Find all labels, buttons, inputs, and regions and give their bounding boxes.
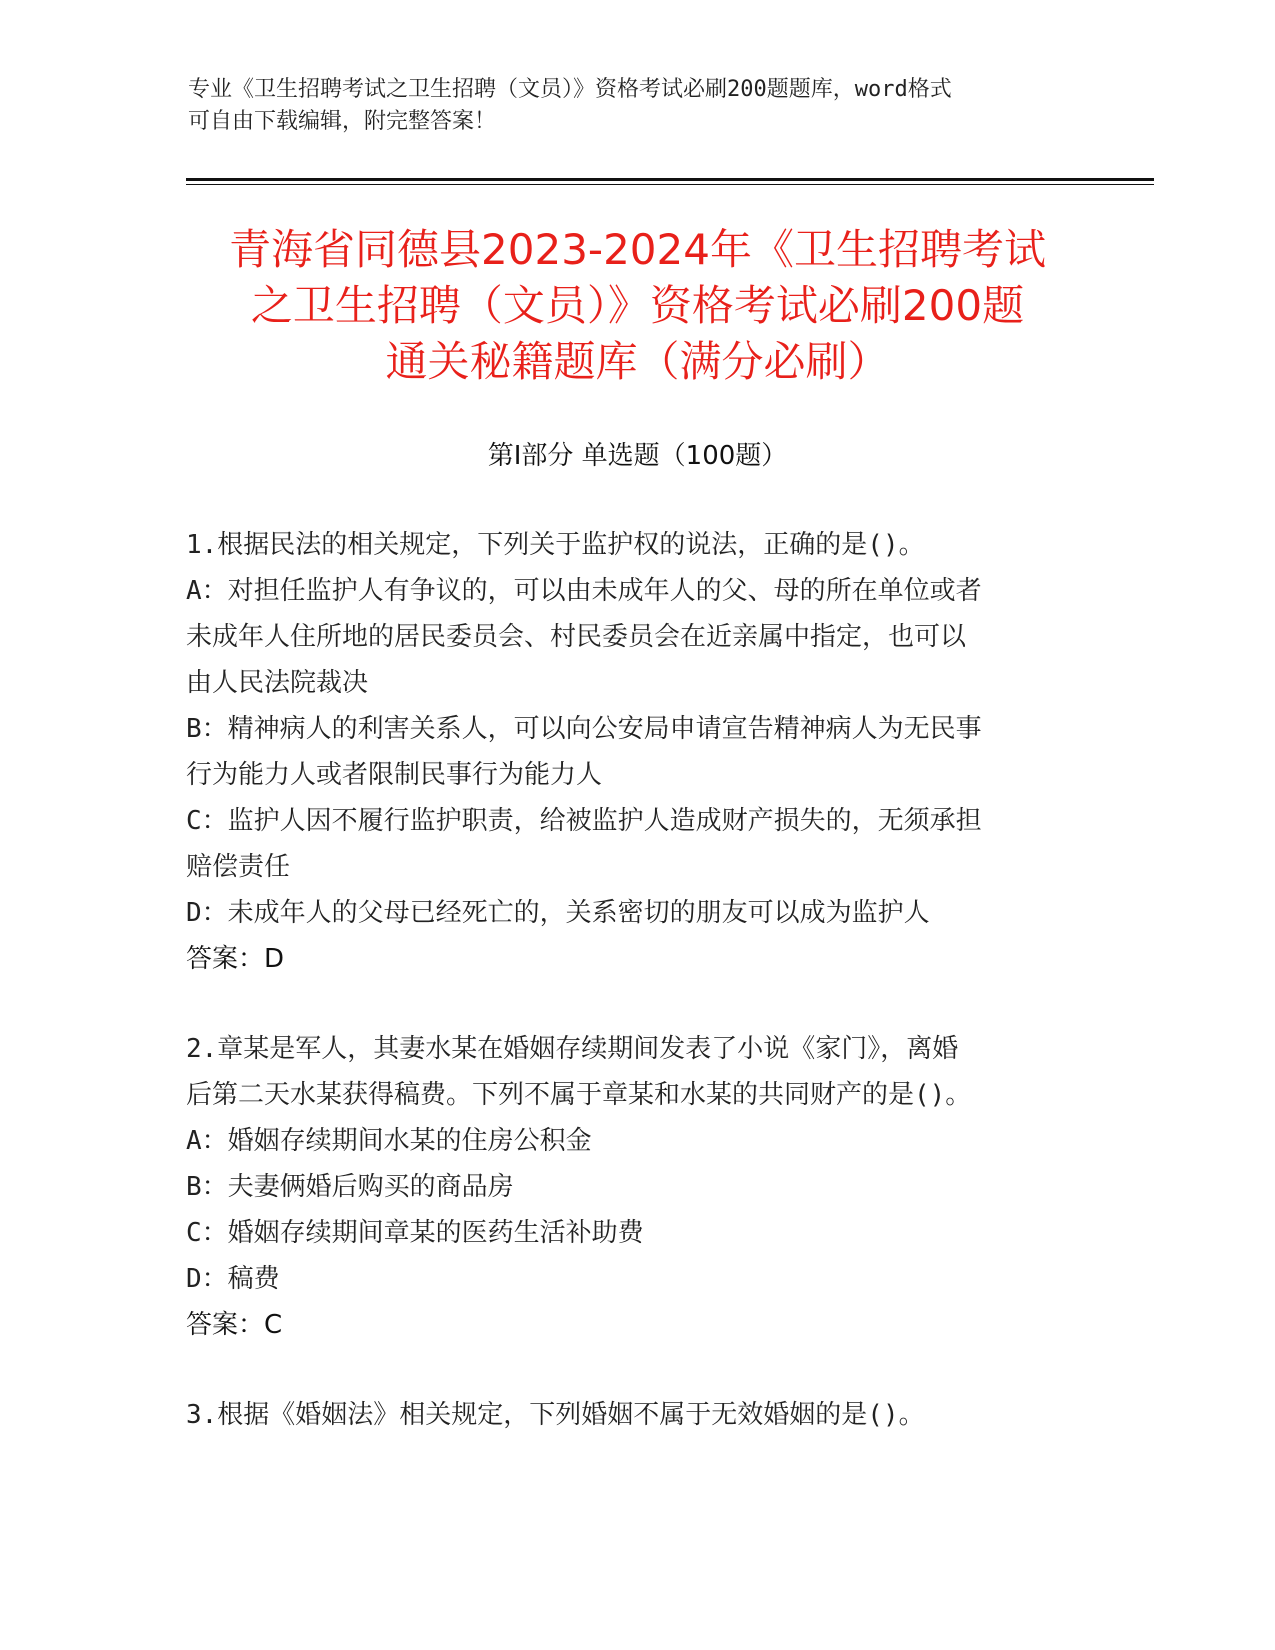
question-option: B：精神病人的利害关系人，可以向公安局申请宣告精神病人为无民事: [186, 714, 982, 744]
question-option: 由人民法院裁决: [186, 668, 369, 698]
question-option: C：监护人因不履行监护职责，给被监护人造成财产损失的，无须承担: [186, 806, 982, 836]
section-heading: 第Ⅰ部分 单选题（100题）: [487, 441, 788, 471]
question-list: [186, 522, 1076, 1482]
question-option: D：稿费: [186, 1264, 280, 1294]
question-item: [186, 1026, 1076, 1348]
question-stem: 1.根据民法的相关规定，下列关于监护权的说法，正确的是()。: [186, 530, 925, 560]
question-option: 赔偿责任: [186, 852, 291, 882]
question-stem: 3.根据《婚姻法》相关规定，下列婚姻不属于无效婚姻的是()。: [186, 1400, 925, 1430]
question-option: A：婚姻存续期间水某的住房公积金: [186, 1126, 592, 1156]
question-option: 行为能力人或者限制民事行为能力人: [186, 760, 603, 790]
header-note: [188, 74, 1068, 138]
title-line: 通关秘籍题库（满分必刷）: [385, 337, 890, 386]
question-option: D：未成年人的父母已经死亡的，关系密切的朋友可以成为监护人: [186, 898, 930, 928]
header-note-line: 专业《卫生招聘考试之卫生招聘（文员）》资格考试必刷200题题库，word格式: [188, 77, 952, 102]
header-divider-thin: [186, 184, 1154, 185]
document-title: [190, 222, 1085, 390]
question-item: [186, 522, 1076, 982]
header-divider-thick: [186, 178, 1154, 181]
question-stem: 2.章某是军人，其妻水某在婚姻存续期间发表了小说《家门》，离婚: [186, 1034, 959, 1064]
title-line: 之卫生招聘（文员）》资格考试必刷200题: [250, 281, 1025, 330]
question-option: 未成年人住所地的居民委员会、村民委员会在近亲属中指定，也可以: [186, 622, 967, 652]
question-option: C：婚姻存续期间章某的医药生活补助费: [186, 1218, 644, 1248]
title-line: 青海省同德县2023-2024年《卫生招聘考试: [229, 225, 1046, 274]
question-answer: 答案：D: [186, 944, 285, 974]
question-item: [186, 1392, 1076, 1438]
header-note-line: 可自由下载编辑，附完整答案！: [188, 109, 497, 134]
question-answer: 答案：C: [186, 1310, 283, 1340]
question-stem: 后第二天水某获得稿费。下列不属于章某和水某的共同财产的是()。: [186, 1080, 972, 1110]
question-option: B：夫妻俩婚后购买的商品房: [186, 1172, 514, 1202]
question-option: A：对担任监护人有争议的，可以由未成年人的父、母的所在单位或者: [186, 576, 982, 606]
